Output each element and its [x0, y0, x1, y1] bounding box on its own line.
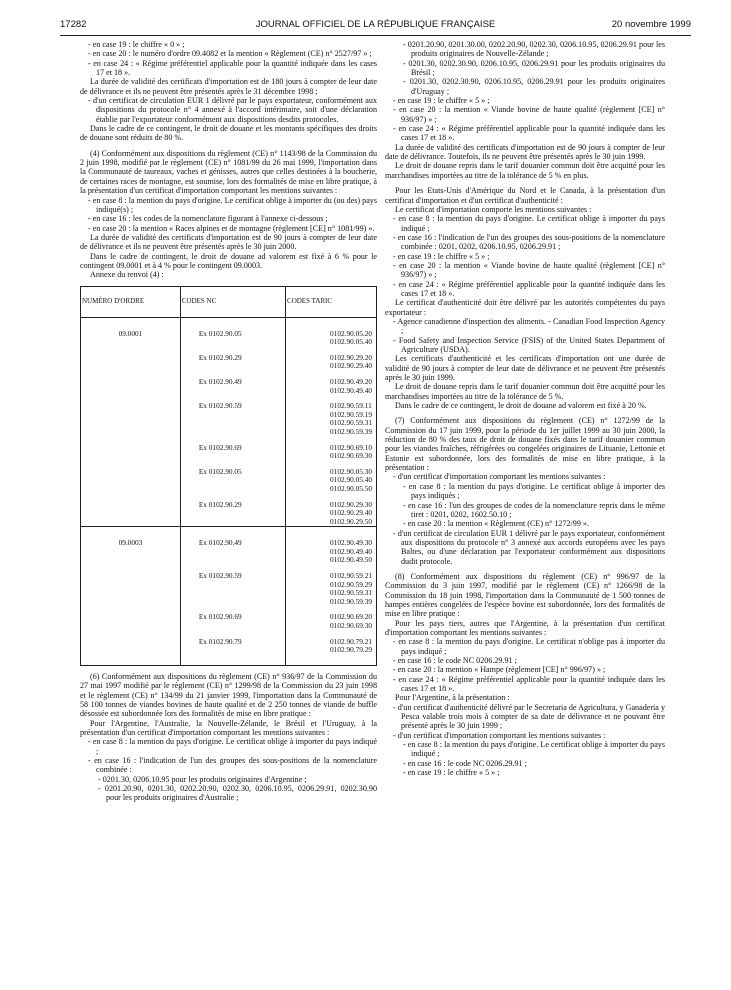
taric-code: 0102.90.05.40 [330, 475, 372, 485]
taric-code: 0102.90.59.31 [330, 588, 372, 598]
taric-code: 0102.90.49.40 [330, 546, 372, 556]
paragraph: La durée de validité des certificats d'importation est de 90 jours à compter de leur date de délivrance et ils ne peuvent être présentés après le 30 juin 2000. [80, 232, 377, 252]
left-bottom-text [80, 672, 377, 803]
nc-code: Ex 0102.90.59 [198, 401, 242, 411]
paragraph: La durée de validité des certificats d'importation est de 90 jours à compter de leur date de délivrance. Toutefois, ils ne peuvent être présentés après le 30 juin 1999. [385, 142, 665, 162]
paragraph: (7) Conformément aux dispositions du règlement (CE) n° 1272/99 de la Commission du 17 juin 1999, pour la période du 1er juillet 1999 au 30 juin 2000, la réduction de 80 % des taux de droit de douane fixés dans le tarif douanier commun pour les viandes fraîches, réfrigérées ou congelées originaires de Lituanie, Lettonie et Estonie est subordonnée, lors des formalités de mise en libre pratique, à la présentation : [385, 416, 665, 473]
nc-code: Ex 0102.90.29 [198, 352, 242, 362]
paragraph: Pour l'Argentine, l'Australie, la Nouvelle-Zélande, le Brésil et l'Uruguay, à la présentation d'un certificat d'importation comportant les mentions suivantes : [80, 718, 377, 737]
header-rule [60, 35, 691, 36]
nc-code: Ex 0102.90.79 [198, 636, 242, 646]
table-body [81, 317, 377, 665]
paragraph: (8) Conformément aux dispositions du règlement (CE) n° 996/97 de la Commission du 3 juin 1997, modifié par le règlement (CE) n° 1266/98 de la Commission du 18 juin 1998, l'importation dans la Communauté de 1 500 tonnes de hampes entières congelées de l'espèce bovine est subordonnée, lors des formalités de mise en libre pratique : [385, 571, 665, 619]
table-row [81, 527, 377, 666]
paragraph: - 0201.30, 0202.30.90, 0206.10.95, 0206.29.91 pour les produits originaires d'Uruguay ; [403, 77, 665, 96]
paragraph: Annexe du renvoi (4) : [90, 270, 164, 280]
paragraph: - d'un certificat d'importation comportant les mentions suivantes : [393, 472, 606, 482]
paragraph: Pour l'Argentine, à la présentation : [395, 693, 510, 703]
paragraph: Les certificats d'authenticité et les certificats d'importation ont une durée de validité de 90 jours à compter de leur date de délivrance et ne peuvent être présentés après le 30 juin 1999. [385, 354, 665, 383]
paragraph: - en case 24 : « Régime préférentiel applicable pour la quantité indiquée dans les cases 17 et 18 ». [393, 674, 665, 694]
taric-code: 0102.90.59.39 [330, 426, 372, 436]
taric-code: 0102.90.05.20 [330, 328, 372, 338]
journal-title: JOURNAL OFFICIEL DE LA RÉPUBLIQUE FRANÇAISE [255, 19, 496, 30]
paragraph: - en case 8 : la mention du pays d'origine. Le certificat oblige à importer du pays indiqué ; [403, 740, 665, 759]
nc-code: Ex 0102.90.49 [198, 538, 242, 548]
paragraph: - en case 8 : la mention du pays d'origine. Le certificat oblige à importer du (ou des) pays indiqué(s) ; [88, 195, 377, 214]
paragraph: - en case 20 : la mention « Règlement (CE) n° 1272/99 ». [403, 519, 589, 529]
paragraph: - en case 16 : l'un des groupes de codes de la nomenclature repris dans le même tiret : 0201, 0202, 1602.50.10 ; [403, 500, 665, 519]
paragraph: Pour les Etats-Unis d'Amérique du Nord et le Canada, à la présentation d'un certificat d'importation et d'un certificat d'authenticité : [385, 186, 665, 205]
paragraph: - 0201.20.90, 0201.30, 0202.20.90, 0202.30, 0206.10.95, 0206.29.91, 0202.30.90 pour les produits originaires d'Australie ; [98, 783, 377, 803]
order-number: 09.0003 [118, 538, 143, 548]
codes-table [80, 286, 377, 666]
paragraph: - d'un certificat d'importation comportant les mentions suivantes : [393, 730, 606, 740]
paragraph: - en case 19 : le chiffre « 5 » ; [393, 96, 490, 106]
nc-codes-cell [180, 527, 285, 666]
paragraph: (6) Conformément aux dispositions du règlement (CE) n° 936/97 de la Commission du 27 mai 1997 modifié par le règlement (CE) n° 1299/98 de la Commission du 23 juin 1998 et le règlement (CE) n° 134/99 du 21 janvier 1999, l'importation dans la Communauté de 58 100 tonnes de viandes bovines de haute qualité et de 2 250 tonnes de viande de buffle désossée est subordonnée lors des formalités de mise en libre pratique : [80, 671, 377, 719]
paragraph: - en case 24 : « Régime préférentiel applicable pour la quantité indiquée dans les cases 17 et 18 ». [393, 279, 665, 298]
taric-code: 0102.90.59.39 [330, 596, 372, 606]
paragraph: - en case 24 : « Régime préférentiel applicable pour la quantité indiquée dans les cases 17 et 18 ». [393, 124, 665, 143]
paragraph: - en case 16 : le code NC 0206.29.91 ; [393, 656, 517, 665]
paragraph: - d'un certificat de circulation EUR 1 délivré par le pays exportateur, conformément aux dispositions du protocole n° 3 annexé aux accords européens avec les pays Baltes, ou d'une déclaration par l'exportateur conformément aux dispositions dudit protocole. [393, 528, 665, 566]
taric-code: 0102.90.29.20 [330, 352, 372, 362]
paragraph: - en case 20 : la mention « Races alpines et de montagne (règlement [CE] n° 1081/99) ». [88, 223, 375, 233]
taric-code: 0102.90.05.50 [330, 483, 372, 493]
taric-code: 0102.90.29.40 [330, 361, 372, 371]
paragraph: - en case 20 : le numéro d'ordre 09.4082 et la mention « Règlement (CE) n° 2527/97 » ; [88, 49, 372, 59]
paragraph: - en case 24 : « Régime préférentiel applicable pour la quantité indiquée dans les cases 17 et 18 ». [88, 58, 377, 78]
paragraph: - en case 8 : la mention du pays d'origine. Le certificat oblige à importer du pays indiqué ; [88, 737, 377, 756]
paragraph: - en case 19 : le chiffre « 5 » ; [393, 251, 490, 261]
order-number-cell [81, 317, 181, 527]
taric-code: 0102.90.49.50 [330, 555, 372, 565]
paragraph: La durée de validité des certificats d'importation est de 180 jours à compter de leur date de délivrance et ils ne peuvent être présentés après le 31 décembre 1998 ; [80, 77, 377, 96]
paragraph: Le droit de douane repris dans le tarif douanier commun doit être acquitté pour les marchandises importées au titre de la tolérance de 5 % en plus. [385, 161, 665, 180]
paragraph: - en case 8 : la mention du pays d'origine. Le certificat oblige à importer du pays indiqué ; [393, 214, 665, 233]
table-row [81, 317, 377, 527]
paragraph: - Agence canadienne d'inspection des aliments. - Canadian Food Inspection Agency ; [393, 316, 665, 336]
taric-code: 0102.90.49.20 [330, 376, 372, 386]
nc-codes-cell [180, 317, 285, 527]
paragraph: Le certificat d'authenticité doit être délivré par les autorités compétentes du pays exportateur : [385, 298, 665, 317]
left-top-text [80, 40, 377, 280]
paragraph: - en case 16 : les codes de la nomenclature figurant à l'annexe ci-dessous ; [88, 214, 328, 224]
nc-code: Ex 0102.90.05 [198, 328, 242, 338]
nc-code: Ex 0102.90.29 [198, 499, 242, 509]
taric-code: 0102.90.29.40 [330, 508, 372, 518]
paragraph: (4) Conformément aux dispositions du règlement (CE) n° 1143/98 de la Commission du 2 juin 1998, modifié par le règlement (CE) n° 1081/99 du 26 mai 1999, l'importation dans la Communauté de taureaux, vaches et génisses, autres que celles destinées à la boucherie, de certaines races de montagne, est soumise, lors des formalités de mise en libre pratique, à la présentation d'un certificat d'importation comportant les mentions suivantes : [80, 148, 377, 196]
paragraph: Dans le cadre de ce contingent, le droit de douane ad valorem est fixé à 20 %. [395, 401, 647, 411]
order-number-cell [81, 527, 181, 666]
paragraph: - 0201.20.90, 0201.30.00, 0202.20.90, 0202.30, 0206.10.95, 0206.29.91 pour les produits originaires de Nouvelle-Zélande ; [403, 40, 665, 59]
order-number: 09.0001 [118, 328, 143, 338]
paragraph: - en case 16 : l'indication de l'un des groupes des sous-positions de la nomenclature combinée : [88, 755, 377, 775]
paragraph: - en case 20 : la mention « Viande bovine de haute qualité (règlement [CE] n° 936/97) » ; [393, 105, 665, 124]
taric-code: 0102.90.05.30 [330, 466, 372, 476]
taric-code: 0102.90.79.21 [330, 636, 372, 646]
nc-code: Ex 0102.90.69 [198, 612, 242, 622]
taric-codes-cell [286, 317, 377, 527]
paragraph: Le droit de douane repris dans le tarif douanier commun doit être acquitté pour les marchandises importées au titre de la tolérance de 5 %. [385, 382, 665, 401]
taric-code: 0102.90.69.20 [330, 612, 372, 622]
paragraph: - en case 8 : la mention du pays d'origine. Le certificat oblige à importer des pays indiqués ; [403, 481, 665, 501]
taric-code: 0102.90.59.11 [330, 401, 372, 411]
taric-code: 0102.90.49.30 [330, 538, 372, 548]
page-header [60, 19, 691, 33]
table-header-row [81, 286, 377, 317]
paragraph: - 0201.30, 0206.10.95 pour les produits originaires d'Argentine ; [98, 774, 307, 784]
nc-code: Ex 0102.90.69 [198, 442, 242, 452]
taric-code: 0102.90.05.40 [330, 337, 372, 347]
taric-code: 0102.90.29.30 [330, 499, 372, 509]
paragraph: - en case 8 : la mention du pays d'origine. Le certificat n'oblige pas à importer du pays indiqué ; [393, 637, 665, 656]
paragraph: - 0201.30, 0202.30.90, 0206.10.95, 0206.29.91 pour les produits originaires du Brésil ; [403, 58, 665, 78]
column-header: CODES NC [180, 286, 285, 317]
taric-code: 0102.90.69.30 [330, 451, 372, 461]
paragraph: - d'un certificat d'authenticité délivré par le Secretaria de Agricultura, y Ganaderia y Pesca valable trois mois à compter de sa date de délivrance et ne pouvant être présenté après le 30 juin 1999 ; [393, 702, 665, 731]
paragraph: Dans le cadre de ce contingent, le droit de douane et les montants spécifiques des droits de douane sont réduits de 80 %. [80, 124, 377, 143]
column-header: CODES TARIC [286, 286, 377, 317]
paragraph: - Food Safety and Inspection Service (FSIS) of the United States Department of Agriculture (USDA). [393, 335, 665, 354]
page-number: 17282 [60, 19, 87, 30]
right-column [385, 40, 665, 777]
taric-code: 0102.90.59.31 [330, 418, 372, 428]
nc-code: Ex 0102.90.49 [198, 376, 242, 386]
paragraph: Le certificat d'importation comporte les mentions suivantes : [395, 204, 592, 214]
taric-code: 0102.90.29.50 [330, 516, 372, 526]
right-text [385, 40, 665, 777]
taric-codes-cell [286, 527, 377, 666]
nc-code: Ex 0102.90.05 [198, 466, 242, 476]
paragraph: Dans le cadre de contingent, le droit de douane ad valorem est fixé à 6 % pour le contingent 09.0001 et à 4 % pour le contingent 09.0003. [80, 251, 377, 270]
paragraph: - en case 19 : le chiffre « 0 » ; [88, 40, 185, 49]
left-column [80, 40, 377, 803]
column-header: NUMÉRO D'ORDRE [81, 286, 181, 317]
publication-date: 20 novembre 1999 [611, 19, 691, 30]
nc-code: Ex 0102.90.59 [198, 571, 242, 581]
paragraph: - en case 20 : la mention « Hampe (règlement [CE] n° 996/97) » ; [393, 665, 606, 675]
paragraph: - en case 16 : l'indication de l'un des groupes des sous-positions de la nomenclature combinée : 0201, 0202, 0206.10.95, 0206.29.91 ; [393, 232, 665, 252]
taric-code: 0102.90.59.21 [330, 571, 372, 581]
taric-code: 0102.90.69.30 [330, 621, 372, 631]
taric-code: 0102.90.49.40 [330, 385, 372, 395]
paragraph: - d'un certificat de circulation EUR 1 délivré par le pays exportateur, conformément aux dispositions du protocole n° 4 annexé à l'accord intérimaire, soit d'une déclaration établie par l'exportateur conformément aux dispositions desdits protocoles. [88, 96, 377, 124]
taric-code: 0102.90.79.29 [330, 645, 372, 655]
paragraph: - en case 16 : le code NC 0206.29.91 ; [403, 758, 527, 768]
taric-code: 0102.90.59.29 [330, 579, 372, 589]
paragraph: - en case 20 : la mention « Viande bovine de haute qualité (règlement [CE] n° 936/97) » ; [393, 260, 665, 280]
paragraph: Pour les pays tiers, autres que l'Argentine, à la présentation d'un certificat d'importation comportant les mentions suivantes : [385, 618, 665, 637]
taric-code: 0102.90.59.19 [330, 409, 372, 419]
paragraph: - en case 19 : le chiffre « 5 » ; [403, 768, 500, 778]
taric-code: 0102.90.69.10 [330, 442, 372, 452]
